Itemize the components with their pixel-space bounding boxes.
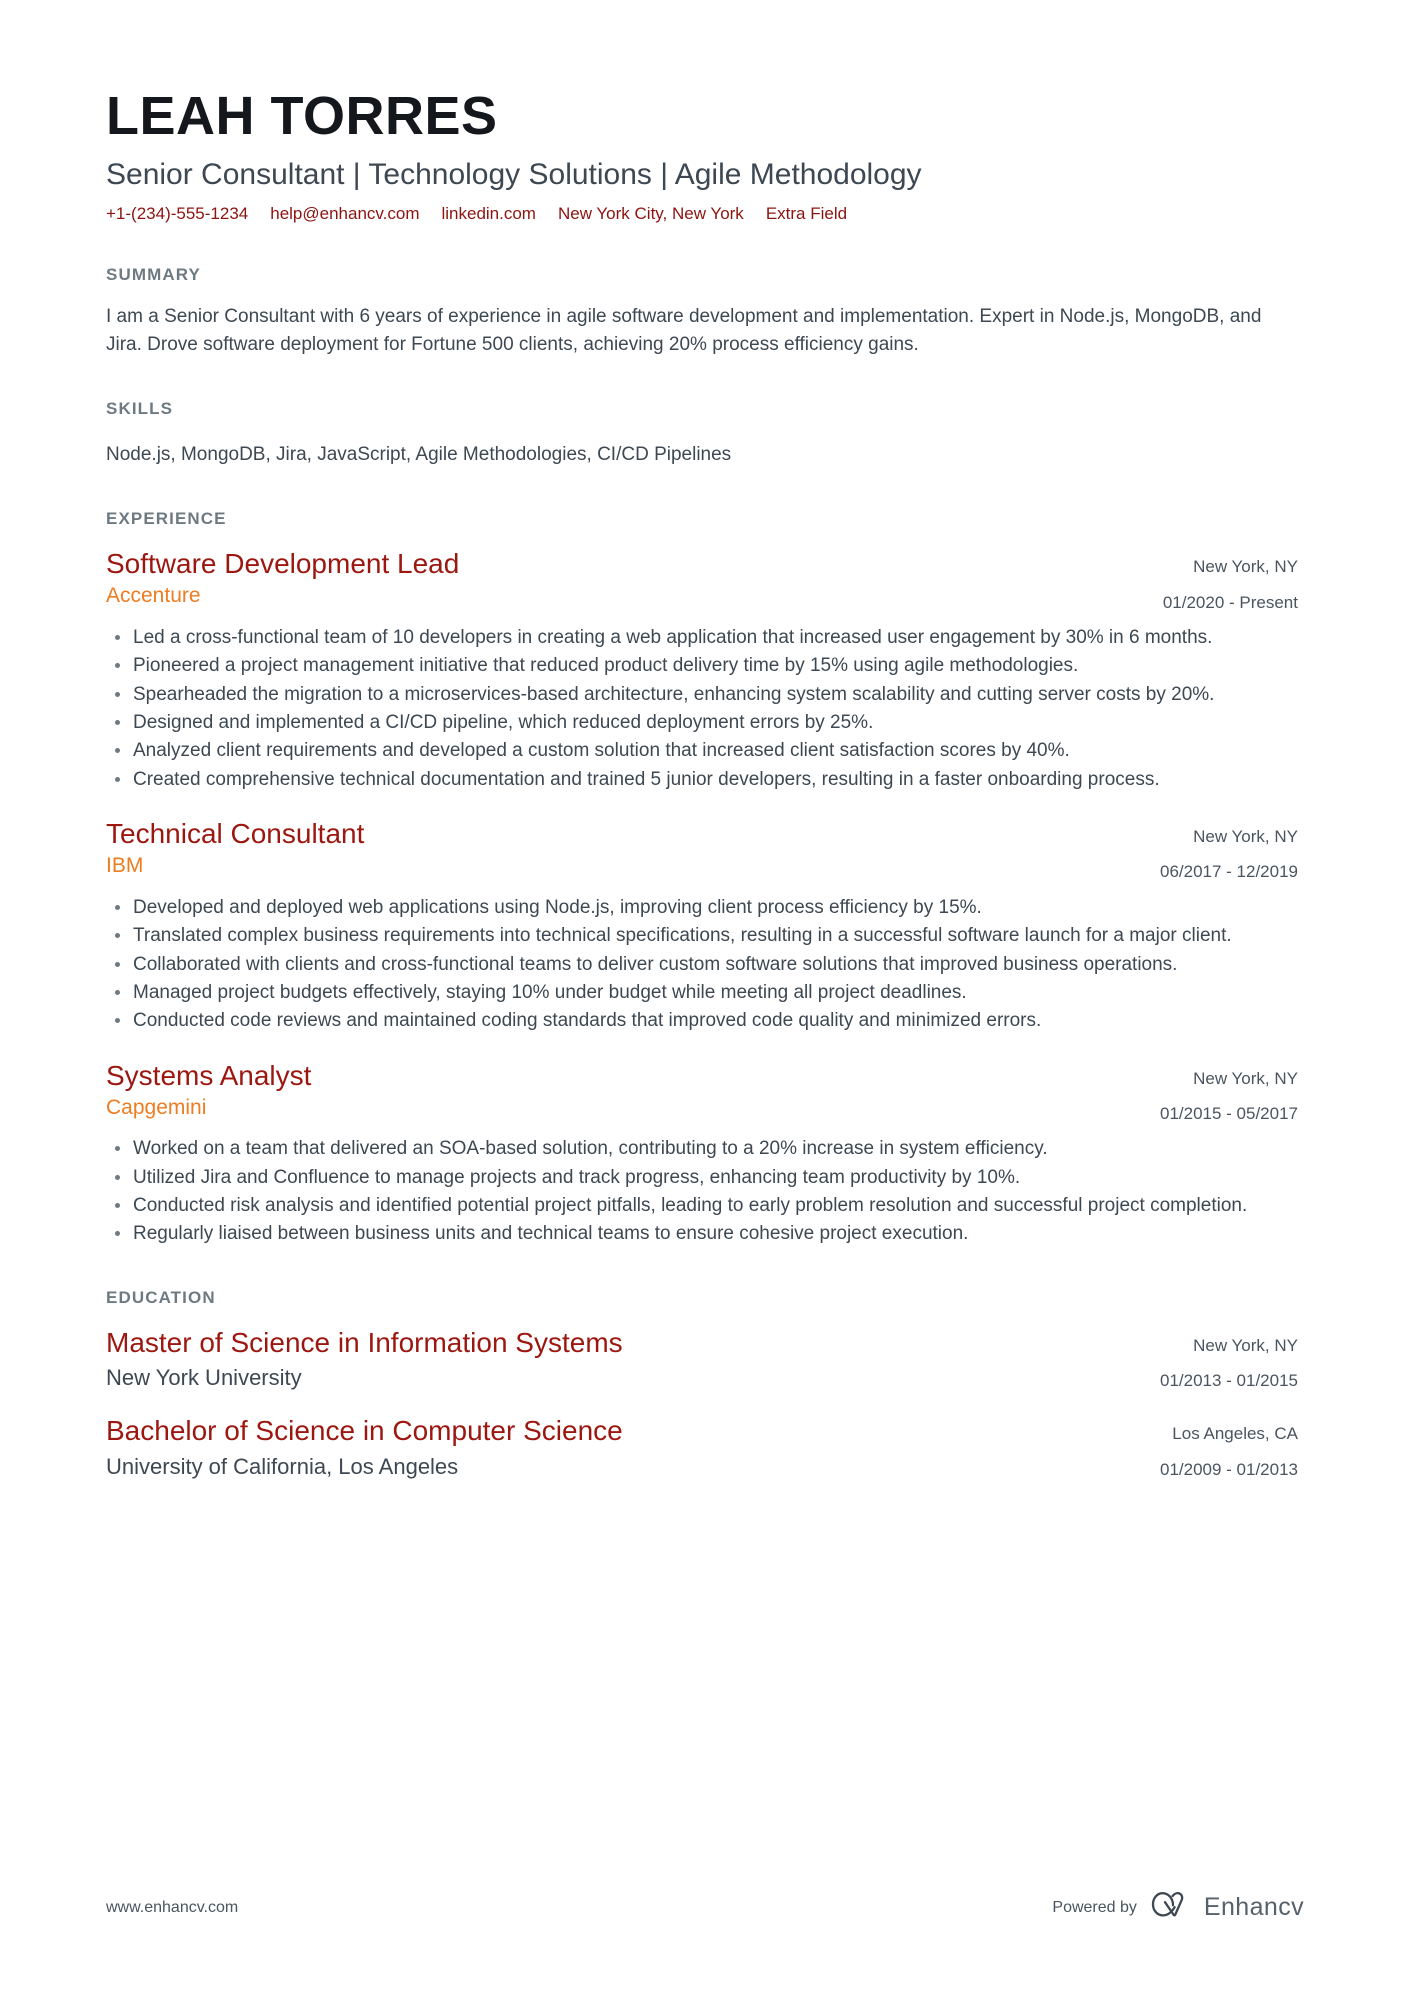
footer-brand-block [1052,1890,1304,1925]
school-dates: 01/2013 - 01/2015 [1159,1371,1298,1391]
job-bullet: Developed and deployed web applications using Node.js, improving client process efficiency by 15%. [106,894,1298,921]
powered-by-label: Powered by [1052,1898,1137,1916]
company-name: Capgemini [106,1095,207,1119]
school-dates: 01/2009 - 01/2013 [1159,1459,1298,1479]
candidate-headline: Senior Consultant | Technology Solutions | Agile Methodology [106,158,922,192]
education-section-title: EDUCATION [106,1287,216,1307]
experience-entry [106,817,1298,1034]
experience-entry-left [106,817,1136,879]
contact-row [106,203,1298,225]
job-dates: 01/2015 - 05/2017 [1159,1103,1298,1123]
job-title: Software Development Lead [106,548,460,580]
school-location: Los Angeles, CA [1172,1424,1298,1444]
job-bullet: Spearheaded the migration to a microservices-based architecture, enhancing system scalability and cutting server costs by 20%. [106,681,1298,708]
experience-entry-header [106,547,1298,616]
job-bullet: Managed project budgets effectively, staying 10% under budget while meeting all project deadlines. [106,979,1298,1006]
job-bullet: Conducted code reviews and maintained coding standards that improved code quality and minimized errors. [106,1007,1298,1034]
job-title: Systems Analyst [106,1059,312,1091]
enhancv-infinity-heart-icon [1151,1890,1195,1925]
enhancv-brand-name: Enhancv [1203,1893,1304,1921]
job-location: New York, NY [1193,557,1298,577]
contact-email[interactable]: help@enhancv.com [270,204,420,224]
job-title: Technical Consultant [106,818,365,850]
job-location: New York, NY [1193,827,1298,847]
contact-linkedin[interactable]: linkedin.com [441,204,536,224]
job-bullet: Conducted risk analysis and identified potential project pitfalls, leading to early problem resolution and successful project completion. [106,1192,1298,1219]
education-entry [106,1414,1298,1483]
contact-phone[interactable]: +1-(234)-555-1234 [106,204,249,224]
education-entry-left [106,1414,1136,1480]
contact-extra-field[interactable]: Extra Field [765,204,848,224]
job-bullet: Created comprehensive technical documentation and trained 5 junior developers, resulting in a faster onboarding process. [106,766,1298,793]
school-name: New York University [106,1364,302,1390]
section-experience [106,509,1298,1247]
enhancv-brand-mark [1151,1890,1304,1925]
experience-entry-meta [1136,1059,1298,1128]
section-education [106,1288,1298,1483]
resume-content [106,0,1298,1483]
education-entry-meta [1136,1326,1298,1395]
experience-entry [106,1059,1298,1248]
school-location: New York, NY [1193,1335,1298,1355]
education-entry-header [106,1414,1298,1483]
job-bullet: Worked on a team that delivered an SOA-based solution, contributing to a 20% increase in system efficiency. [106,1135,1298,1162]
job-bullets [106,1135,1298,1247]
education-entry [106,1326,1298,1395]
job-bullet: Collaborated with clients and cross-functional teams to deliver custom software solutions that improved business operations. [106,951,1298,978]
job-bullet: Led a cross-functional team of 10 developers in creating a web application that increased user engagement by 30% in 6 months. [106,624,1298,651]
page-footer [106,1890,1304,1925]
job-bullet: Regularly liaised between business units and technical teams to ensure cohesive project execution. [106,1220,1298,1247]
section-skills [106,399,1298,470]
job-dates: 01/2020 - Present [1162,592,1298,612]
company-name: Accenture [106,584,201,608]
summary-section-title: SUMMARY [106,265,201,285]
experience-entry-meta [1136,817,1298,886]
job-bullet: Translated complex business requirements into technical specifications, resulting in a successful software launch for a major client. [106,922,1298,949]
degree-title: Bachelor of Science in Computer Science [106,1415,623,1447]
experience-section-title: EXPERIENCE [106,509,227,529]
school-name: University of California, Los Angeles [106,1453,459,1479]
job-dates: 06/2017 - 12/2019 [1159,862,1298,882]
education-entry-left [106,1326,1136,1392]
job-bullet: Analyzed client requirements and developed a custom solution that increased client satisfaction scores by 40%. [106,737,1298,764]
skills-text: Node.js, MongoDB, Jira, JavaScript, Agile Methodologies, CI/CD Pipelines [106,443,732,465]
experience-entry-header [106,1059,1298,1128]
degree-title: Master of Science in Information Systems [106,1326,623,1358]
section-summary [106,265,1298,358]
job-bullets [106,624,1298,793]
footer-website-url[interactable]: www.enhancv.com [106,1898,239,1916]
resume-header [106,0,1298,225]
experience-entry-left [106,1059,1136,1121]
job-location: New York, NY [1193,1068,1298,1088]
candidate-name: LEAH TORRES [106,86,498,146]
education-entry-header [106,1326,1298,1395]
education-entry-meta [1136,1414,1298,1483]
job-bullet: Pioneered a project management initiative that reduced product delivery time by 15% using agile methodologies. [106,652,1298,679]
job-bullets [106,894,1298,1035]
job-bullet: Designed and implemented a CI/CD pipeline, which reduced deployment errors by 25%. [106,709,1298,736]
company-name: IBM [106,854,144,878]
experience-entry [106,547,1298,793]
summary-text: I am a Senior Consultant with 6 years of experience in agile software development and implementation. Expert in Node.js, MongoDB, and Jira. Drove software deployment for Fortune 500 clients, achieving 20% process efficiency gains. [106,306,1262,356]
experience-entry-header [106,817,1298,886]
skills-section-title: SKILLS [106,398,174,418]
job-bullet: Utilized Jira and Confluence to manage projects and track progress, enhancing team productivity by 10%. [106,1164,1298,1191]
experience-entry-left [106,547,1139,609]
contact-location[interactable]: New York City, New York [557,204,744,224]
experience-entry-meta [1139,547,1298,616]
